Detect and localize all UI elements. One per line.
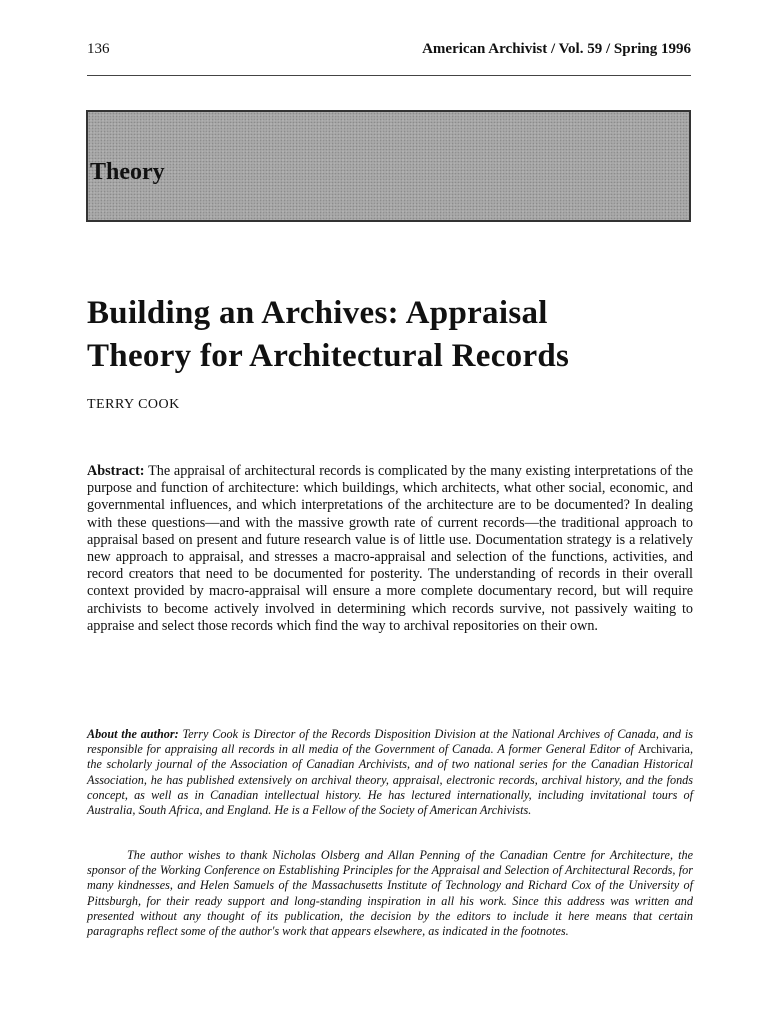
abstract-label: Abstract:	[87, 463, 145, 479]
article-title	[87, 292, 707, 378]
running-head: American Archivist / Vol. 59 / Spring 1996	[422, 41, 691, 57]
page-number: 136	[87, 41, 110, 57]
acknowledgment: The author wishes to thank Nicholas Olsberg and Allan Penning of the Canadian Centre for Architecture, the sponsor of the Working Conference on Establishing Principles for the Appraisal and Selection of Architectural Records, for many kindnesses, and Helen Samuels of the Massachusetts Institute of Technology and Richard Cox of the University of Pittsburgh, for their ready support and long-standing inspiration in all his work. Since this address was written and presented without any thought of its publication, the decision by the editors to include it here means that certain paragraphs reflect some of the author's work that appears elsewhere, as indicated in the footnotes.	[87, 848, 693, 939]
abstract	[87, 463, 693, 635]
journal-name: Archivaria	[637, 742, 690, 757]
author-name: TERRY COOK	[87, 397, 180, 412]
section-label: Theory	[90, 159, 165, 185]
about-author-text-a: Terry Cook is Director of the Records Disposition Division at the National Archives of Canada, and is responsible for appraising all records in all media of the Government of Canada. A former General Editor of	[87, 727, 693, 757]
about-author	[87, 727, 693, 818]
title-line-2: Theory for Architectural Records	[87, 338, 570, 374]
title-line-1: Building an Archives: Appraisal	[87, 295, 548, 331]
abstract-text: The appraisal of architectural records is complicated by the many existing interpretations of the purpose and function of architecture: which buildings, which architects, what other social, economic, and governmental influences, and which interpretations of the architecture are to be documented? In dealing with these questions—and with the massive growth rate of current records—the traditional approach to appraisal based on present and future research value is of little use. Documentation strategy is a relatively new approach to appraisal, and stresses a macro-appraisal and selection of the functions, activities, and record creators that need to be documented for posterity. The understanding of records in their overall context provided by macro-appraisal will ensure a more complete documentary record, but will require archivists to become actively involved in determining which records survive, not passively waiting to appraise and select those records which find the way to archival repositories on their own.	[87, 463, 693, 634]
header-rule	[87, 75, 691, 76]
about-author-label: About the author:	[87, 727, 179, 741]
section-band	[86, 110, 691, 222]
about-author-text-b: , the scholarly journal of the Association of Canadian Archivists, and of two national series for the Canadian Historical Association, he has published extensively on archival theory, appraisal, electronic records, archival history, and the fonds concept, as well as in Canadian intellectual history. He has lectured internationally, including invitational tours of Australia, South Africa, and England. He is a Fellow of the Society of American Archivists.	[87, 742, 693, 818]
